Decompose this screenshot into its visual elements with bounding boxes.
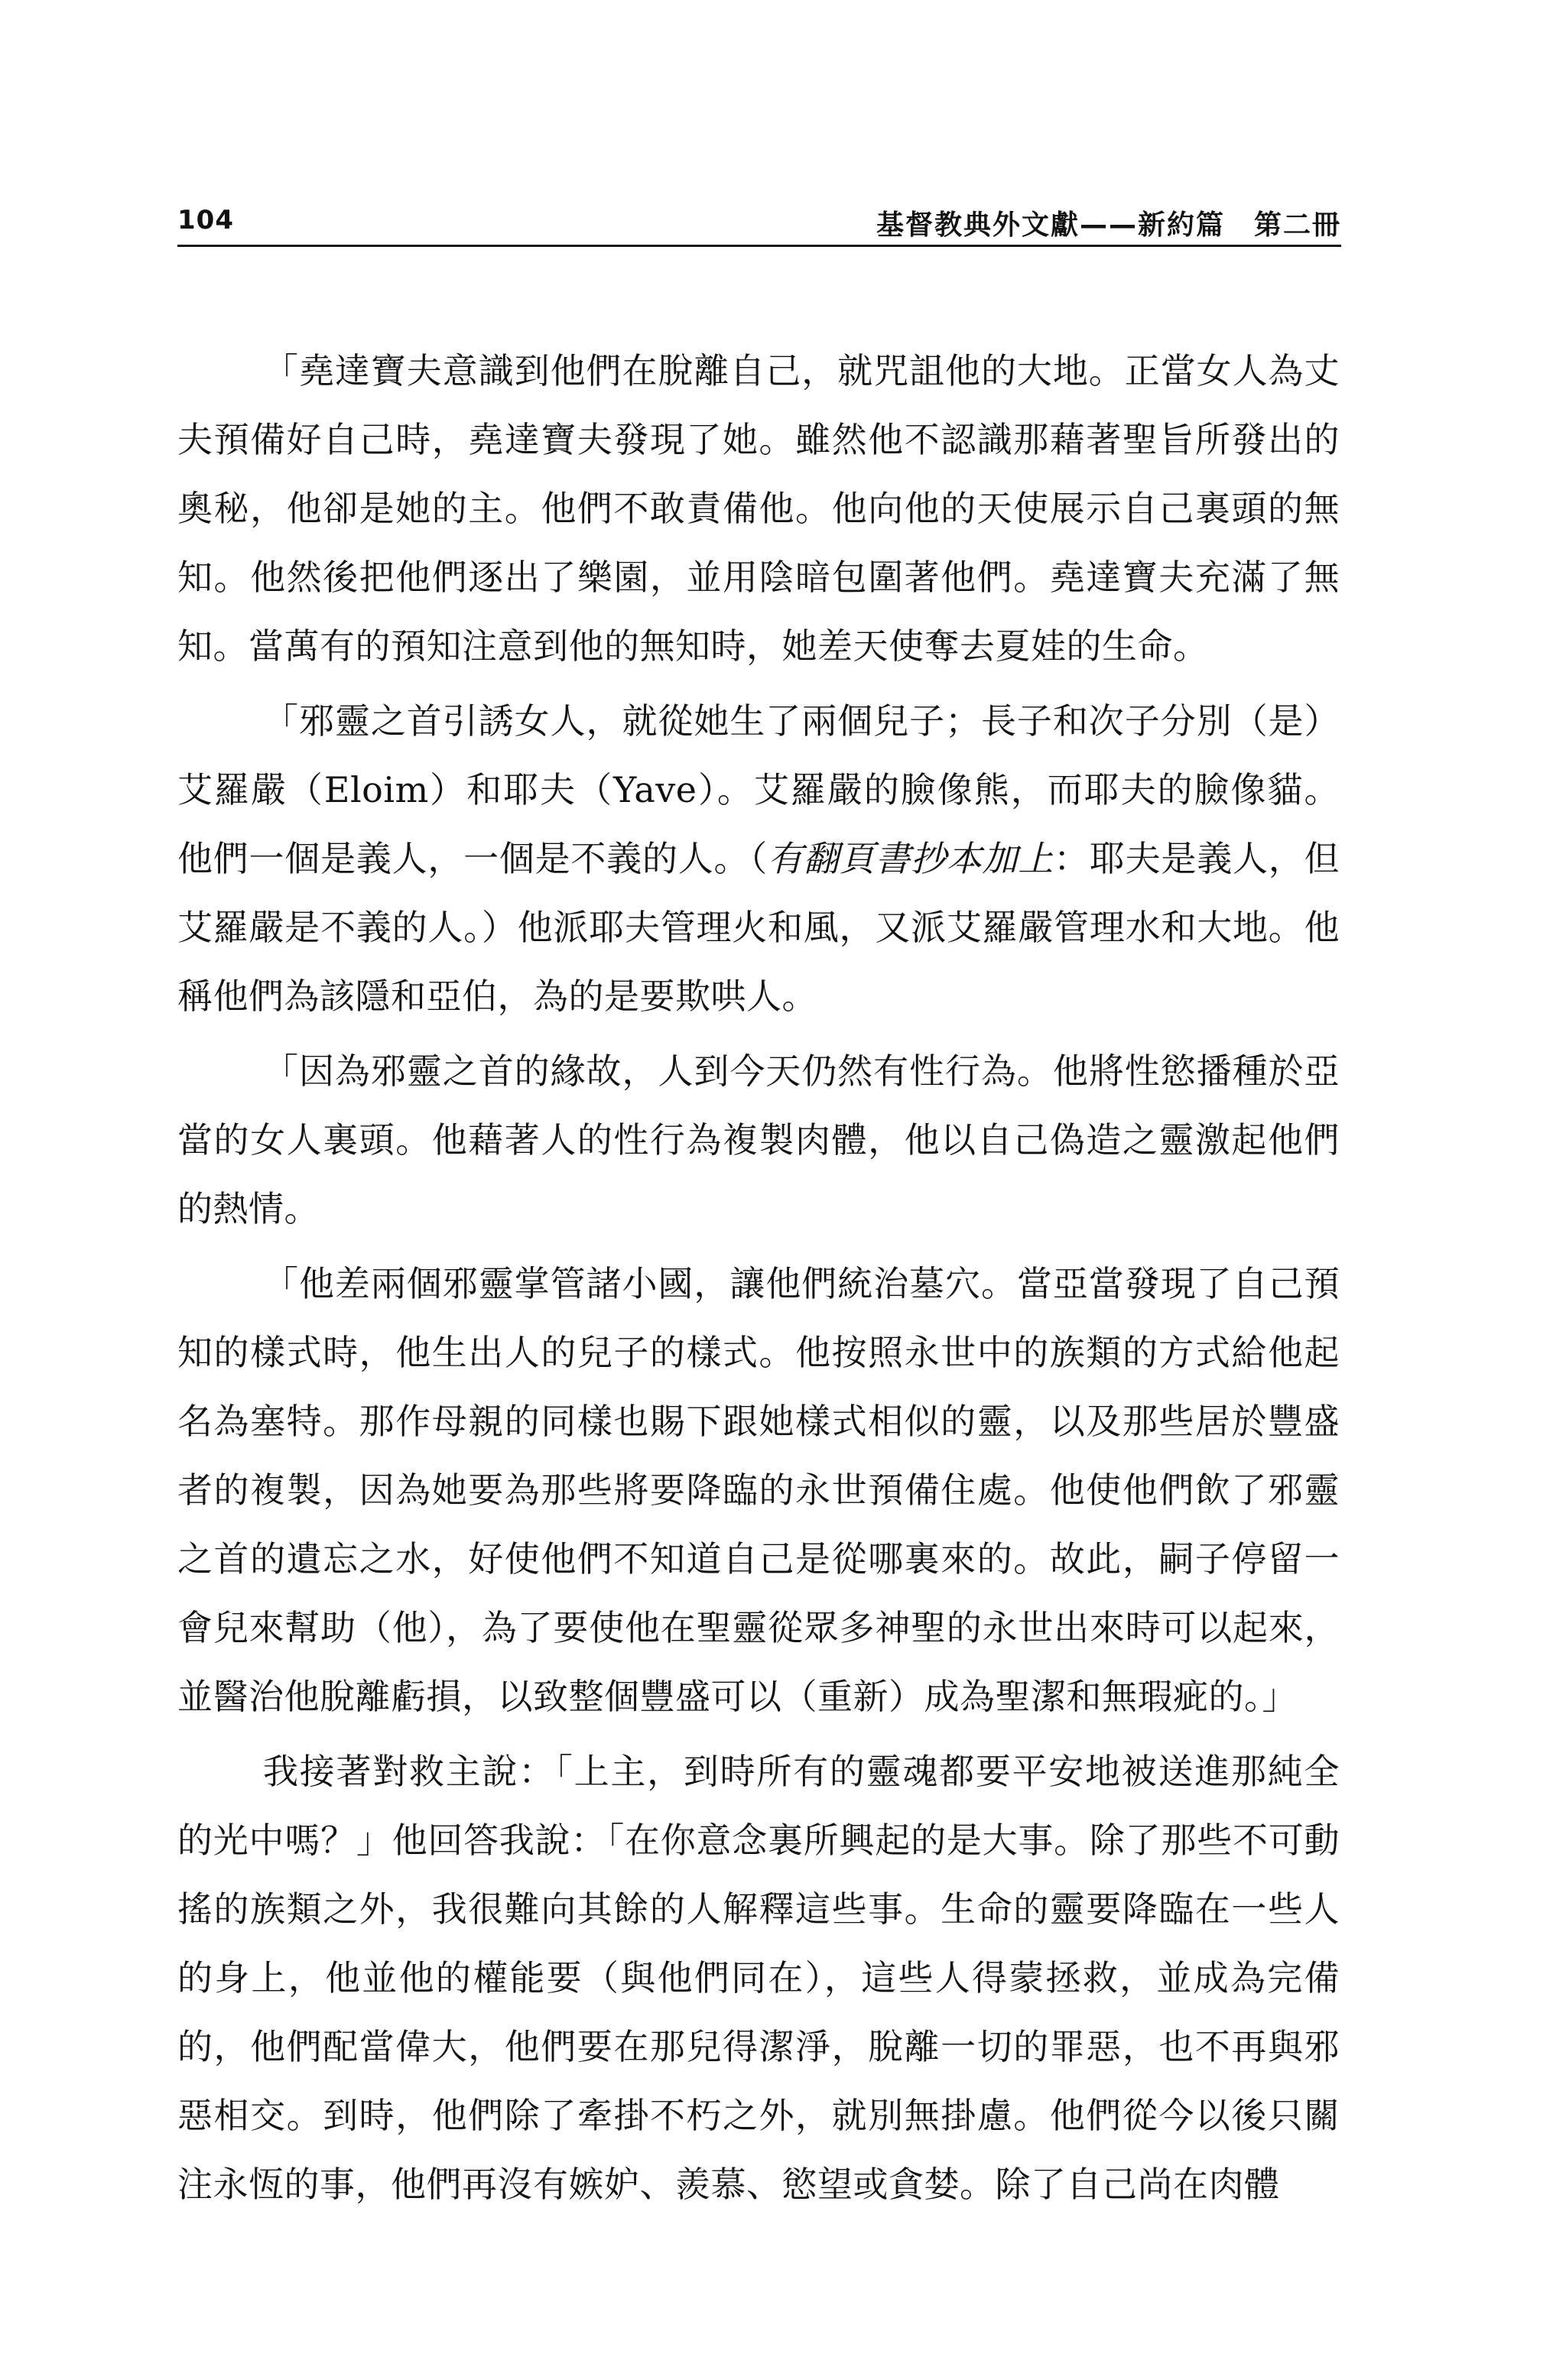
header-rule — [177, 245, 1341, 247]
paragraph-5: 我接著對救主說：「上主，到時所有的靈魂都要平安地被送進那純全的光中嗎？」他回答我說：「在你意念裏所興起的是大事。除了那些不可動搖的族類之外，我很難向其餘的人解釋這些事。生命的靈要降臨在一些人的身上，他並他的權能要（與他們同在），這些人得蒙拯救，並成為完備的，他們配當偉大，他們要在那兒得潔淨，脫離一切的罪惡，也不再與邪惡相交。到時，他們除了牽掛不朽之外，就別無掛慮。他們從今以後只關注永恆的事，他們再沒有嫉妒、羨慕、慾望或貪婪。除了自己尚在肉體 — [177, 1751, 1340, 2205]
paragraph-2-after: ：耶夫是義人，但艾羅嚴是不義的人。）他派耶夫管理火和風，又派艾羅嚴管理水和大地。他稱他們為該隱和亞伯，為的是要欺哄人。 — [177, 838, 1340, 1017]
page-number: 104 — [177, 205, 234, 235]
paragraph-1: 「堯達寶夫意識到他們在脫離自己，就咒詛他的大地。正當女人為丈夫預備好自己時，堯達寶夫發現了她。雖然他不認識那藉著聖旨所發出的奧秘，他卻是她的主。他們不敢責備他。他向他的天使展示自己裏頭的無知。他然後把他們逐出了樂園，並用陰暗包圍著他們。堯達寶夫充滿了無知。當萬有的預知注意到他的無知時，她差天使奪去夏娃的生命。 — [177, 350, 1340, 667]
paragraph-2 — [177, 687, 1340, 1031]
running-header — [177, 200, 1341, 248]
book-title: 基督教典外文獻——新約篇 第二冊 — [876, 209, 1341, 241]
paragraph-4: 「他差兩個邪靈掌管諸小國，讓他們統治墓穴。當亞當發現了自己預知的樣式時，他生出人的兒子的樣式。他按照永世中的族類的方式給他起名為塞特。那作母親的同樣也賜下跟她樣式相似的靈，以及那些居於豐盛者的複製，因為她要為那些將要降臨的永世預備住處。他使他們飲了邪靈之首的遺忘之水，好使他們不知道自己是從哪裏來的。故此，嗣子停留一會兒來幫助（他），為了要使他在聖靈從眾多神聖的永世出來時可以起來，並醫治他脫離虧損，以致整個豐盛可以（重新）成為聖潔和無瑕疵的。」 — [177, 1263, 1340, 1717]
paragraph-2-before: 「邪靈之首引誘女人，就從她生了兩個兒子；長子和次子分別（是）艾羅嚴（Eloim）和耶夫（Yave）。艾羅嚴的臉像熊，而耶夫的臉像貓。他們一個是義人，一個是不義的人。（ — [177, 700, 1340, 879]
paragraph-3: 「因為邪靈之首的緣故，人到今天仍然有性行為。他將性慾播種於亞當的女人裏頭。他藉著人的性行為複製肉體，他以自己偽造之靈激起他們的熱情。 — [177, 1050, 1340, 1229]
body-text — [177, 336, 1340, 2219]
manuscript-note: 有翻頁書抄本加上 — [768, 838, 1054, 879]
